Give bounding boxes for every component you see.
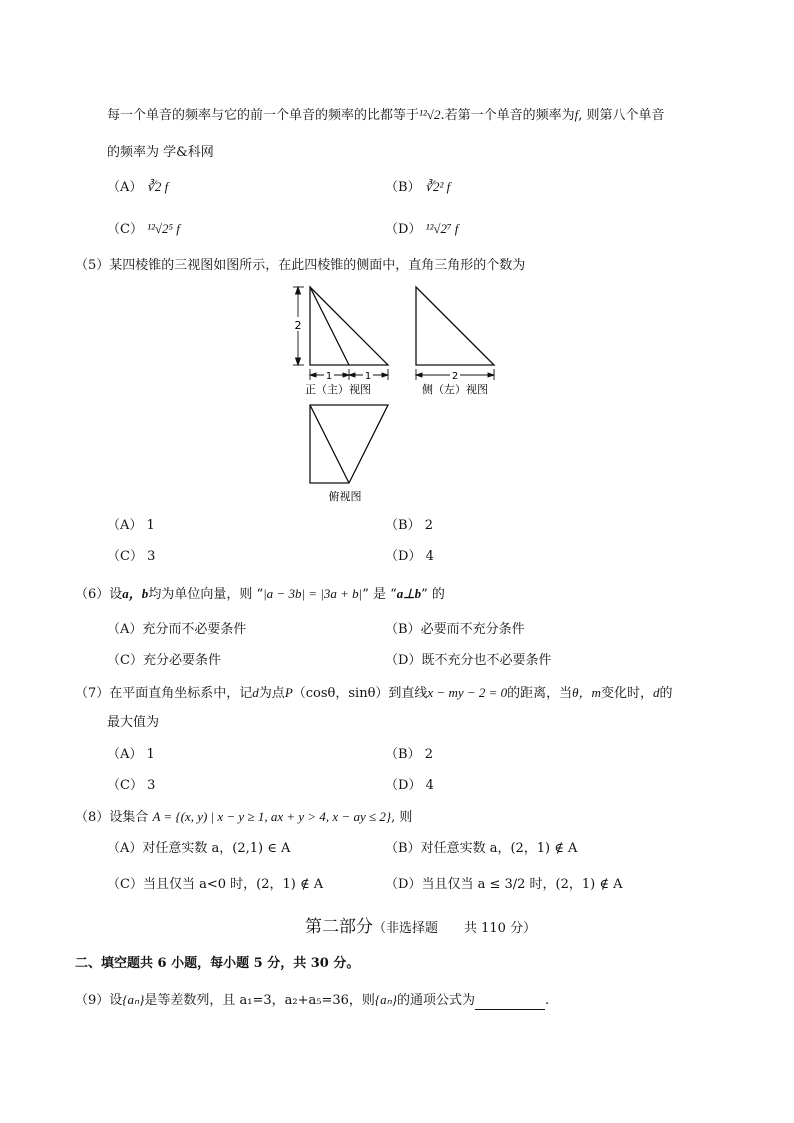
q7-option-d: （D） 4 [385, 778, 434, 793]
part2-subtitle: （非选择题 共 110 分） [373, 921, 537, 936]
q8-option-c: （C）当且仅当 a<0 时，(2，1) ∉ A [107, 877, 324, 892]
front-width-dimension [310, 369, 388, 380]
q4-stem-line2: 的频率为 学&科网 [107, 145, 214, 160]
q7-option-b: （B） 2 [385, 747, 433, 762]
q5-option-c: （C） 3 [107, 549, 156, 564]
three-view-figure [290, 283, 510, 508]
top-view [310, 405, 388, 483]
q7-option-a: （A） 1 [107, 747, 155, 762]
front-dim-1: 1 [325, 371, 333, 382]
q4-stem-text-2: .若第一个单音的频率为 [440, 108, 575, 123]
q4-option-d: （D） ¹²√2⁷ f [385, 221, 459, 237]
q8-option-b: （B）对任意实数 a，(2，1) ∉ A [385, 841, 578, 856]
q7-stem-line1: （7）在平面直角坐标系中，记d为点P（cosθ，sinθ）到直线x − my − 2 = 0的距离，当θ，m变化时，d的 [75, 685, 673, 701]
q4-option-c: （C） ¹²√2⁵ f [107, 221, 180, 237]
q6-option-d: （D）既不充分也不必要条件 [385, 653, 552, 668]
front-view [310, 287, 388, 365]
section2-heading: 二、填空题共 6 小题，每小题 5 分，共 30 分。 [75, 956, 360, 971]
q6-option-a: （A）充分而不必要条件 [107, 622, 247, 637]
q8-option-a: （A）对任意实数 a，(2,1) ∈ A [107, 841, 291, 856]
q8-option-d: （D）当且仅当 a ≤ 3/2 时，(2，1) ∉ A [385, 877, 623, 892]
front-dim-2: 1 [364, 371, 372, 382]
q5-option-a: （A） 1 [107, 518, 155, 533]
q5-stem: （5）某四棱锥的三视图如图所示，在此四棱锥的侧面中，直角三角形的个数为 [75, 258, 526, 273]
q7-stem-line2: 最大值为 [107, 715, 160, 730]
q6-option-c: （C）充分必要条件 [107, 653, 221, 668]
side-view-label: 侧（左）视图 [422, 383, 488, 396]
side-view [416, 287, 494, 365]
q8-stem: （8）设集合 A = {(x, y) | x − y ≥ 1, ax + y > 4, x − ay ≤ 2}, 则 [75, 809, 413, 825]
q5-option-b: （B） 2 [385, 518, 433, 533]
q4-stem-line1 [107, 106, 664, 125]
q4-ratio: ¹²√2 [419, 107, 441, 122]
q4-stem-text: 每一个单音的频率与它的前一个单音的频率的比都等于 [107, 108, 420, 123]
part2-title: 第二部分 [305, 917, 373, 937]
part2-heading [305, 916, 536, 940]
q4-option-a: （A） ∛2 f [107, 179, 169, 195]
top-view-label: 俯视图 [328, 490, 362, 503]
q7-option-c: （C） 3 [107, 778, 156, 793]
q4-f: f [574, 107, 579, 122]
q4-option-b: （B） ∛2² f [385, 179, 451, 195]
q9-stem: （9）设{aₙ}是等差数列，且 a₁=3，a₂+a₅=36，则{aₙ}的通项公式为 . [75, 992, 550, 1008]
q9-answer-blank[interactable] [475, 995, 545, 1010]
front-view-label: 正（主）视图 [305, 383, 371, 396]
q5-option-d: （D） 4 [385, 549, 434, 564]
q4-stem-text-3: , 则第八个单音 [578, 108, 665, 123]
q6-option-b: （B）必要而不充分条件 [385, 622, 525, 637]
front-height-label: 2 [294, 319, 302, 332]
side-dim: 2 [451, 371, 459, 382]
q6-stem: （6）设a，b均为单位向量，则 “|a − 3b| = |3a + b|” 是 “a⊥b” 的 [75, 586, 445, 602]
